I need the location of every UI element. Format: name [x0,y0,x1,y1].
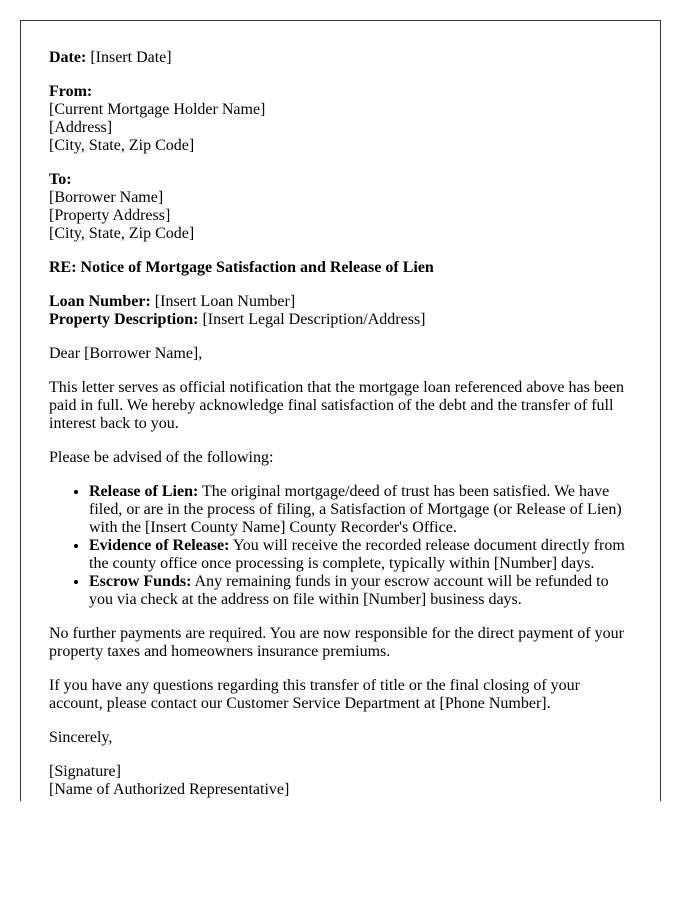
loan-details [49,293,632,329]
signature: [Signature] [49,763,121,780]
from-block [49,83,632,155]
signature-block [49,763,632,799]
letter-page [20,20,661,801]
property-description-label: Property Description: [49,311,199,328]
list-item [89,483,632,537]
property-description-value: [Insert Legal Description/Address] [202,311,426,328]
subject: RE: Notice of Mortgage Satisfaction and Release of Lien [49,259,434,276]
date-label: Date: [49,49,87,66]
loan-number-line [49,293,632,311]
bullet-label: Escrow Funds: [89,573,192,590]
date-value: [Insert Date] [90,49,172,66]
closing: Sincerely, [49,729,113,746]
to-name: [Borrower Name] [49,189,164,206]
property-description-line [49,311,632,329]
to-city-state-zip: [City, State, Zip Code] [49,225,195,242]
payments-paragraph: No further payments are required. You are now responsible for the direct payment of your property taxes and homeowners insurance premiums. [49,625,624,660]
subject-line [49,259,632,277]
from-address: [Address] [49,119,113,136]
to-label: To: [49,171,72,188]
intro-paragraph: This letter serves as official notification that the mortgage loan referenced above has been paid in full. We hereby acknowledge final satisfaction of the debt and the transfer of full interest back to you. [49,379,625,432]
from-city-state-zip: [City, State, Zip Code] [49,137,195,154]
bullet-text: Any remaining funds in your escrow account will be refunded to you via check at the address on file within [Number] business days. [89,573,609,608]
from-label: From: [49,83,93,100]
list-item [89,573,632,609]
bullet-text: The original mortgage/deed of trust has been satisfied. We have filed, or are in the process of filing, a Satisfaction of Mortgage (or Release of Lien) with the [Insert County Name] County Recorder's Office. [89,483,622,536]
date-line [49,49,632,67]
to-address: [Property Address] [49,207,171,224]
bullet-label: Release of Lien: [89,483,199,500]
list-item [89,537,632,573]
salutation: Dear [Borrower Name], [49,345,203,362]
from-name: [Current Mortgage Holder Name] [49,101,266,118]
to-block [49,171,632,243]
questions-paragraph: If you have any questions regarding this transfer of title or the final closing of your account, please contact our Customer Service Department at [Phone Number]. [49,677,580,712]
representative-name: [Name of Authorized Representative] [49,781,290,798]
loan-number-value: [Insert Loan Number] [154,293,296,310]
advised-paragraph: Please be advised of the following: [49,449,274,466]
bullet-text: You will receive the recorded release document directly from the county office once processing is complete, typically within [Number] days. [89,537,625,572]
notice-list [49,483,632,609]
bullet-label: Evidence of Release: [89,537,230,554]
loan-number-label: Loan Number: [49,293,151,310]
